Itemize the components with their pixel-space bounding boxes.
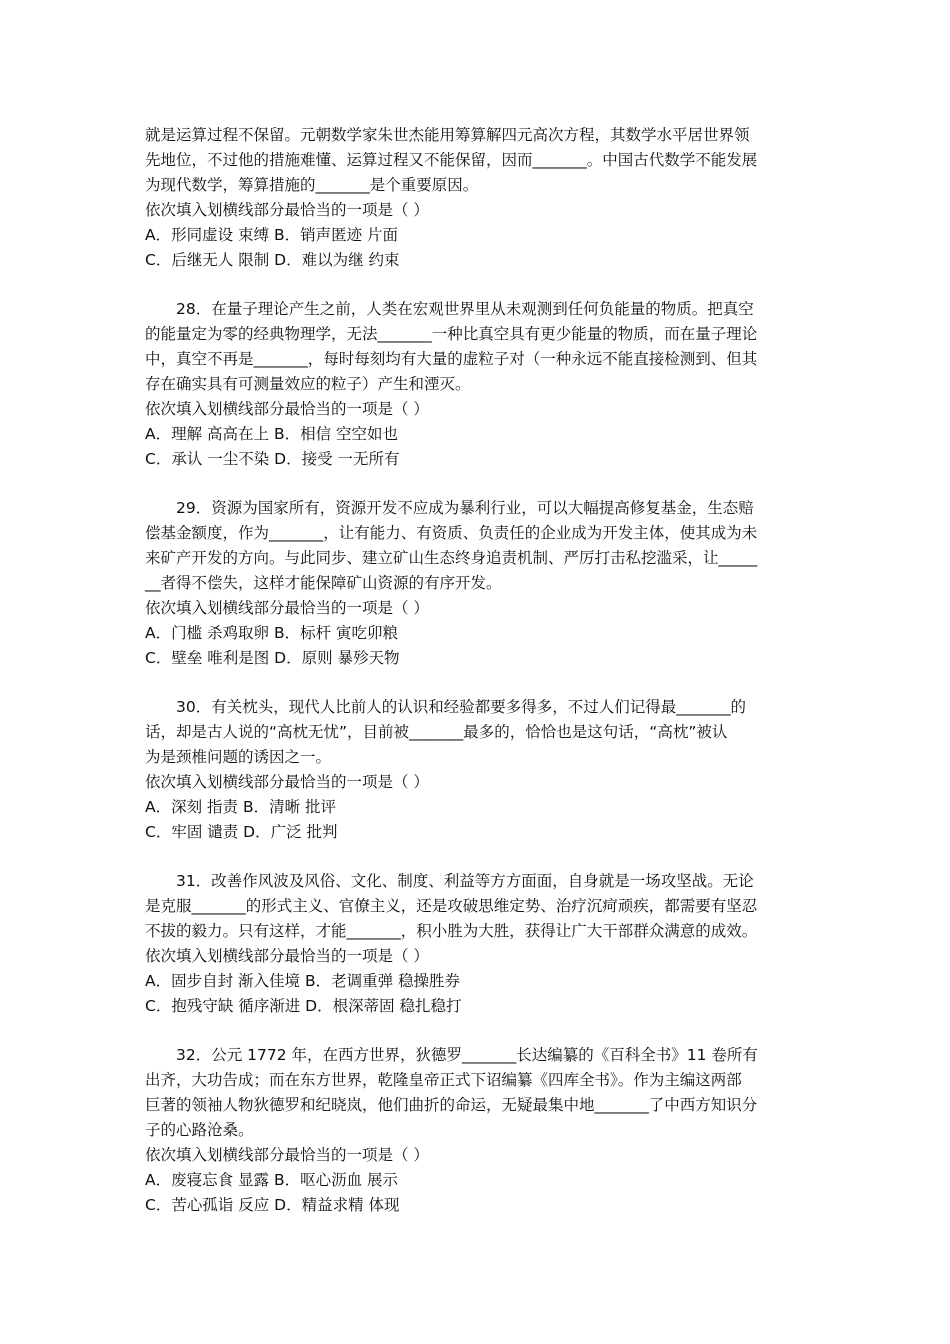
answer-options-cd: C．抱残守缺 循序渐进 D．根深蒂固 稳扎稳打	[145, 997, 462, 1015]
question-prompt: 依次填入划横线部分最恰当的一项是（ ）	[145, 1146, 429, 1164]
answer-options-ab: A．固步自封 渐入佳境 B．老调重弹 稳操胜券	[145, 972, 461, 990]
question-text-line: 29．资源为国家所有，资源开发不应成为暴利行业，可以大幅提高修复基金，生态赔	[176, 499, 754, 517]
question-text-line: 为现代数学，筹算措施的_______是个重要原因。	[145, 176, 479, 194]
spacer	[145, 472, 810, 496]
question-prompt: 依次填入划横线部分最恰当的一项是（ ）	[145, 400, 429, 418]
answer-options-ab: A．形同虚设 束缚 B．销声匿迹 片面	[145, 226, 399, 244]
question-text-line: 28．在量子理论产生之前，人类在宏观世界里从未观测到任何负能量的物质。把真空	[176, 300, 754, 318]
answer-options-ab: A．理解 高高在上 B．相信 空空如也	[145, 425, 399, 443]
exam-text	[145, 123, 810, 1218]
answer-options-ab: A．门槛 杀鸡取卵 B．标杆 寅吃卯粮	[145, 624, 399, 642]
answer-options-cd: C．牢固 谴责 D．广泛 批判	[145, 823, 338, 841]
question-text-line: 的能量定为零的经典物理学，无法_______一种比真空具有更少能量的物质，而在量子理论	[145, 325, 758, 343]
question-prompt: 依次填入划横线部分最恰当的一项是（ ）	[145, 201, 429, 219]
question-text-line: 巨著的领袖人物狄德罗和纪晓岚，他们曲折的命运，无疑最集中地_______了中西方知识分	[145, 1096, 758, 1114]
answer-options-cd: C．后继无人 限制 D．难以为继 约束	[145, 251, 400, 269]
question-30	[145, 695, 810, 845]
question-text-line: 30．有关枕头，现代人比前人的认识和经验都要多得多，不过人们记得最_______的	[176, 698, 746, 716]
question-text-line: 话，却是古人说的“高枕无忧”，目前被_______最多的，恰恰也是这句话，“高枕”被认	[145, 723, 728, 741]
spacer	[145, 273, 810, 297]
question-27-continuation	[145, 123, 810, 273]
question-prompt: 依次填入划横线部分最恰当的一项是（ ）	[145, 773, 429, 791]
question-text-line: 中，真空不再是_______，每时每刻均有大量的虚粒子对（一种永远不能直接检测到、但其	[145, 350, 758, 368]
question-text-line: 先地位，不过他的措施难懂、运算过程又不能保留，因而_______。中国古代数学不能发展	[145, 151, 758, 169]
question-text-line: 是克服_______的形式主义、官僚主义，还是攻破思维定势、治疗沉疴顽疾，都需要有坚忍	[145, 897, 758, 915]
question-text-line: 偿基金额度，作为_______，让有能力、有资质、负责任的企业成为开发主体，使其成为未	[145, 524, 758, 542]
question-28	[145, 297, 810, 472]
spacer	[145, 671, 810, 695]
question-text-line: __者得不偿失，这样才能保障矿山资源的有序开发。	[145, 574, 502, 592]
question-text-line: 32．公元 1772 年，在西方世界，狄德罗_______长达编纂的《百科全书》11 卷所有	[176, 1046, 758, 1064]
question-text-line: 为是颈椎问题的诱因之一。	[145, 748, 332, 766]
answer-options-cd: C．苦心孤诣 反应 D．精益求精 体现	[145, 1196, 400, 1214]
spacer	[145, 1019, 810, 1043]
question-text-line: 来矿产开发的方向。与此同步、建立矿山生态终身追责机制、严厉打击私挖滥采，让_____	[145, 549, 758, 567]
question-32	[145, 1043, 810, 1218]
question-29	[145, 496, 810, 671]
answer-options-cd: C．壁垒 唯利是图 D．原则 暴殄天物	[145, 649, 400, 667]
question-text-line: 子的心路沧桑。	[145, 1121, 254, 1139]
answer-options-ab: A．深刻 指责 B．清晰 批评	[145, 798, 337, 816]
question-prompt: 依次填入划横线部分最恰当的一项是（ ）	[145, 947, 429, 965]
question-text-line: 存在确实具有可测量效应的粒子）产生和湮灭。	[145, 375, 471, 393]
question-prompt: 依次填入划横线部分最恰当的一项是（ ）	[145, 599, 429, 617]
spacer	[145, 845, 810, 869]
question-text-line: 不拔的毅力。只有这样，才能_______，积小胜为大胜，获得让广大干部群众满意的成效。	[145, 922, 758, 940]
answer-options-cd: C．承认 一尘不染 D．接受 一无所有	[145, 450, 400, 468]
question-text-line: 31．改善作风波及风俗、文化、制度、利益等方方面面，自身就是一场攻坚战。无论	[176, 872, 754, 890]
question-text-line: 就是运算过程不保留。元朝数学家朱世杰能用筹算解四元高次方程，其数学水平居世界领	[145, 126, 750, 144]
question-31	[145, 869, 810, 1019]
question-text-line: 出齐，大功告成；而在东方世界，乾隆皇帝正式下诏编纂《四库全书》。作为主编这两部	[145, 1071, 742, 1089]
answer-options-ab: A．废寝忘食 显露 B．呕心沥血 展示	[145, 1171, 399, 1189]
